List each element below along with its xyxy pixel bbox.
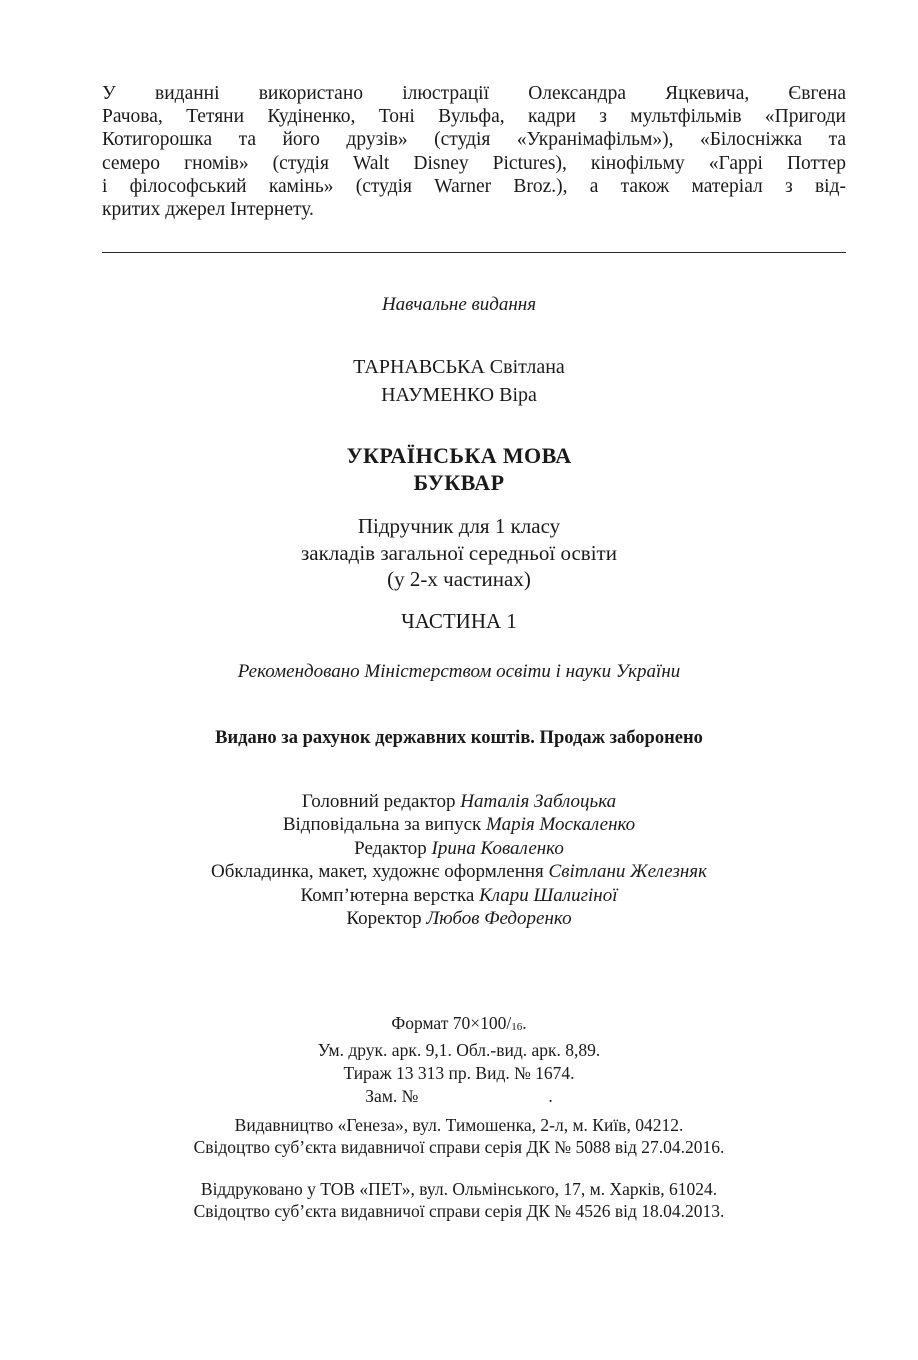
printer-certificate: Свідоцтво суб’єкта видавничої справи серія ДК № 4526 від 18.04.2013. — [193, 1201, 725, 1221]
staff-role: Обкладинка, макет, художнє оформлення — [210, 861, 549, 883]
staff-row — [0, 907, 918, 930]
order-suffix: . — [548, 1086, 553, 1106]
editorial-staff — [0, 790, 918, 930]
staff-name: Ірина Коваленко — [431, 837, 564, 859]
staff-role: Відповідальна за випуск — [282, 814, 487, 836]
staff-name: Марія Москаленко — [486, 814, 636, 836]
edition-type: Навчальне видання — [381, 294, 537, 315]
ministry-recommendation: Рекомендовано Міністерством освіти і науки України — [237, 661, 681, 682]
book-subtitle: (у 2-х частинах) — [387, 567, 531, 591]
sheets-line: Ум. друк. арк. 9,1. Обл.-вид. арк. 8,89. — [317, 1040, 601, 1060]
order-line — [0, 1085, 918, 1108]
printer-address: Віддруковано у ТОВ «ПЕТ», вул. Ольмінського, 17, м. Харків, 61024. — [200, 1179, 718, 1199]
order-label: Зам. № — [365, 1086, 419, 1106]
book-subtitle: закладів загальної середньої освіти — [301, 541, 617, 565]
credits-line: У виданні використано ілюстрації Олександра Яцкевича, Євгена — [102, 83, 846, 104]
illustration-credits — [102, 82, 846, 221]
staff-row — [0, 860, 918, 883]
staff-name: Любов Федоренко — [426, 908, 572, 930]
credits-line: і філософський камінь» (студія Warner Broz.), а також матеріал з від- — [102, 175, 846, 197]
publisher-certificate: Свідоцтво суб’єкта видавничої справи серія ДК № 5088 від 27.04.2016. — [193, 1137, 725, 1157]
book-subtitle: Підручник для 1 класу — [357, 514, 561, 538]
credits-line: Котигорошка та його друзів» (студія «Укранімафільм»), «Білосніжка та — [102, 129, 846, 151]
staff-name: Наталія Заблоцька — [460, 791, 617, 812]
staff-row — [0, 813, 918, 836]
author-name: ТАРНАВСЬКА Світлана — [353, 356, 565, 378]
staff-name: Світлани Железняк — [548, 861, 708, 883]
format-suffix: . — [522, 1013, 527, 1033]
publisher-info — [0, 1114, 918, 1158]
staff-row — [0, 790, 918, 813]
funding-notice: Видано за рахунок державних коштів. Продаж заборонено — [215, 728, 703, 748]
author-name: НАУМЕНКО Віра — [381, 384, 537, 406]
staff-role: Редактор — [354, 837, 432, 859]
credits-line: семеро гномів» (студія Walt Disney Pictures), кінофільму «Гаррі Поттер — [102, 152, 846, 174]
printer-info — [0, 1178, 918, 1222]
print-run-line: Тираж 13 313 пр. Вид. № 1674. — [343, 1063, 575, 1083]
format-line — [0, 1012, 918, 1039]
print-specifications — [0, 1012, 918, 1108]
staff-role: Коректор — [346, 908, 427, 930]
staff-role: Комп’ютерна верстка — [300, 884, 480, 906]
credits-line: критих джерел Інтернету. — [102, 199, 314, 221]
publisher-address: Видавництво «Генеза», вул. Тимошенка, 2-л, м. Київ, 04212. — [234, 1115, 684, 1135]
staff-row — [0, 837, 918, 860]
book-title: УКРАЇНСЬКА МОВА — [346, 443, 572, 468]
staff-row — [0, 884, 918, 907]
book-title: БУКВАР — [413, 470, 505, 495]
credits-line: Рачова, Тетяни Кудіненко, Тоні Вульфа, кадри з мультфільмів «Пригоди — [102, 106, 846, 128]
separator-rule — [102, 252, 846, 253]
staff-role: Головний редактор — [301, 791, 461, 812]
part-number: ЧАСТИНА 1 — [401, 609, 517, 633]
format-denominator: 16 — [511, 1021, 523, 1033]
format-text: Формат 70×100/ — [391, 1013, 512, 1033]
staff-name: Клари Шалигіної — [479, 884, 618, 906]
